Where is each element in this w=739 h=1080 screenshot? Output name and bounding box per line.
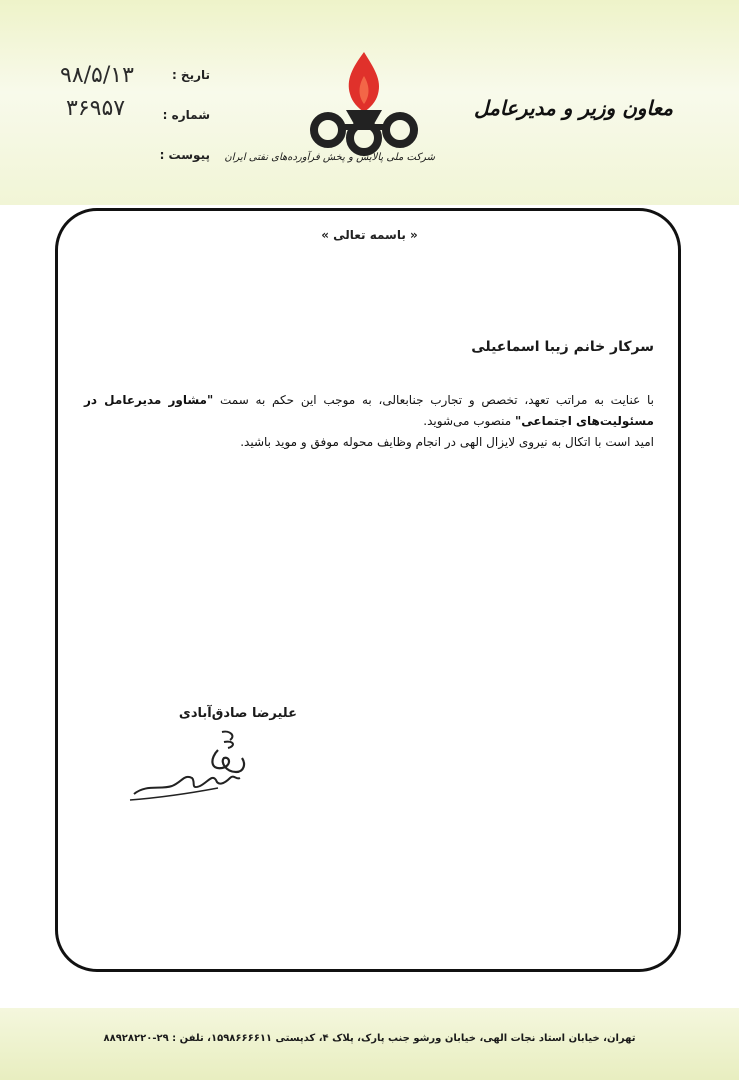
paragraph-appointment-tail: منصوب می‌شوید. — [423, 414, 516, 428]
appointment-title: "مشاور مدیرعامل در مسئولیت‌های اجتماعی" — [84, 393, 654, 428]
basmala: « باسمه تعالی » — [321, 228, 418, 242]
signer-name: علیرضا صادق‌آبادی — [178, 706, 297, 721]
number-label: شماره : — [162, 108, 210, 122]
company-name: شرکت ملی پالایش و پخش فرآورده‌های نفتی ایران — [224, 152, 435, 163]
footer-band — [0, 1008, 739, 1080]
letter-body — [84, 390, 654, 453]
attachment-label: پیوست : — [159, 148, 210, 162]
date-value: ۹۸/۵/۱۳ — [60, 63, 134, 88]
paragraph-wish: امید است با اتکال به نیروی لایزال الهی در انجام وظایف محوله موفق و موید باشید. — [240, 435, 654, 449]
date-label: تاریخ : — [171, 68, 210, 82]
paragraph-appointment-lead: با عنایت به مراتب تعهد، تخصص و تجارب جنابعالی، به موجب این حکم به سمت — [213, 393, 654, 407]
number-value: ۳۶۹۵۷ — [66, 96, 126, 121]
office-title: معاون وزیر و مدیرعامل — [474, 96, 673, 120]
letter-frame — [55, 208, 681, 972]
handwritten-signature-icon — [126, 728, 266, 808]
addressee: سرکار خانم زیبا اسماعیلی — [471, 339, 654, 355]
footer-address: تهران، خیابان استاد نجات الهی، خیابان ورشو جنب پارک، پلاک ۴، کدپستی ۱۵۹۸۶۶۶۶۱۱، تلفن : ۲۹-۸۸۹۲۸۲۲۰ — [103, 1033, 636, 1044]
paragraph-appointment — [84, 390, 654, 432]
